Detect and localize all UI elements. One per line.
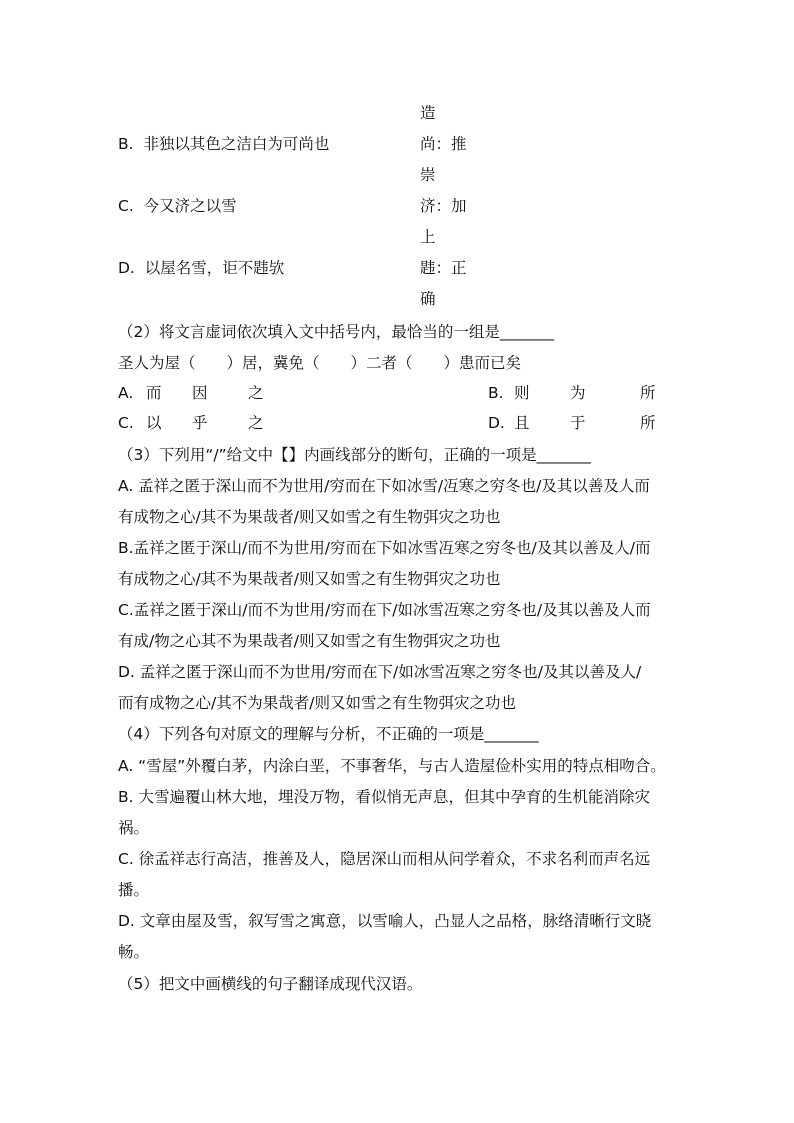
q1-gloss-line: 确 [420,290,436,308]
q5-stem: （5）把文中画横线的句子翻译成现代汉语。 [118,975,423,993]
option-label: A. [118,384,134,402]
option-word: 而 [146,384,162,402]
option-word: 之 [248,384,264,402]
q4-line: B. 大雪遍覆山林大地，埋没万物，看似悄无声息，但其中孕育的生机能消除灾 [118,788,650,806]
q1-option-b [118,134,329,154]
option-label: B. [118,135,134,153]
option-word: 则 [514,384,530,402]
q4-line: 畅。 [118,943,150,961]
q1-gloss-line: 韪：正 [420,259,467,277]
q1-gloss-line: 造 [420,104,436,122]
option-word: 为 [570,384,586,402]
option-text: 非独以其色之洁白为可尚也 [143,135,330,153]
q4-stem: （4）下列各句对原文的理解与分析，不正确的一项是_______ [118,725,539,743]
option-label: D. [118,259,135,277]
q4-line: 祸。 [118,819,150,837]
option-label: B. [488,384,504,402]
q3-line: B.孟祥之匿于深山/而不为世用/穷而在下如冰雪冱寒之穷冬也/及其以善及人/而 [118,539,651,557]
option-word: 且 [514,414,530,432]
q3-stem: （3）下列用“/”给文中【】内画线部分的断句，正确的一项是_______ [118,446,591,464]
option-word: 之 [248,414,264,432]
q2-sentence: 圣人为屋（ ）居，冀免（ ）二者（ ）患而已矣 [118,354,522,372]
option-text: 今又济之以雪 [143,197,237,215]
q4-line: D. 文章由屋及雪，叙写雪之寓意，以雪喻人，凸显人之品格，脉络清晰行文晓 [118,912,652,930]
q3-line: 有成物之心/其不为果哉者/则又如雪之有生物弭灾之功也 [118,508,501,526]
option-label: D. [488,414,505,432]
q3-line: 有成物之心/其不为果哉者/则又如雪之有生物弭灾之功也 [118,570,501,588]
q1-gloss-line: 尚：推 [420,135,467,153]
q3-line: 有成/物之心其不为果哉者/则又如雪之有生物弭灾之功也 [118,632,501,650]
option-word: 于 [570,414,586,432]
q1-gloss-line: 济：加 [420,197,467,215]
option-word: 以 [146,414,162,432]
q1-option-d [118,258,284,278]
q1-option-c [118,196,237,216]
q4-line: C. 徐孟祥志行高洁，推善及人，隐居深山而相从问学着众，不求名利而声名远 [118,850,651,868]
q1-gloss-line: 上 [420,228,436,246]
option-label: C. [118,197,134,215]
q3-line: 而有成物之心/其不为果哉者/则又如雪之有生物弭灾之功也 [118,694,516,712]
option-word: 乎 [192,414,208,432]
q4-line: 播。 [118,881,150,899]
option-word: 所 [640,384,656,402]
q3-line: A. 孟祥之匿于深山而不为世用/穷而在下如冰雪/冱寒之穷冬也/及其以善及人而 [118,477,650,495]
option-label: C. [118,414,134,432]
option-text: 以屋名雪，讵不韪欤 [144,259,285,277]
q3-line: D. 孟祥之匿于深山而不为世用/穷而在下/如冰雪冱寒之穷冬也/及其以善及人/ [118,663,642,681]
option-word: 所 [640,414,656,432]
q2-option-row [118,413,678,433]
q2-stem: （2）将文言虚词依次填入文中括号内，最恰当的一组是_______ [118,323,555,341]
option-word: 因 [192,384,208,402]
q4-line: A. “雪屋”外覆白茅，内涂白垩，不事奢华，与古人造屋俭朴实用的特点相吻合。 [118,757,666,775]
q2-option-row [118,383,678,403]
q3-line: C.孟祥之匿于深山/而不为世用/穷而在下/如冰雪冱寒之穷冬也/及其以善及人而 [118,601,651,619]
q1-gloss-line: 崇 [420,166,436,184]
